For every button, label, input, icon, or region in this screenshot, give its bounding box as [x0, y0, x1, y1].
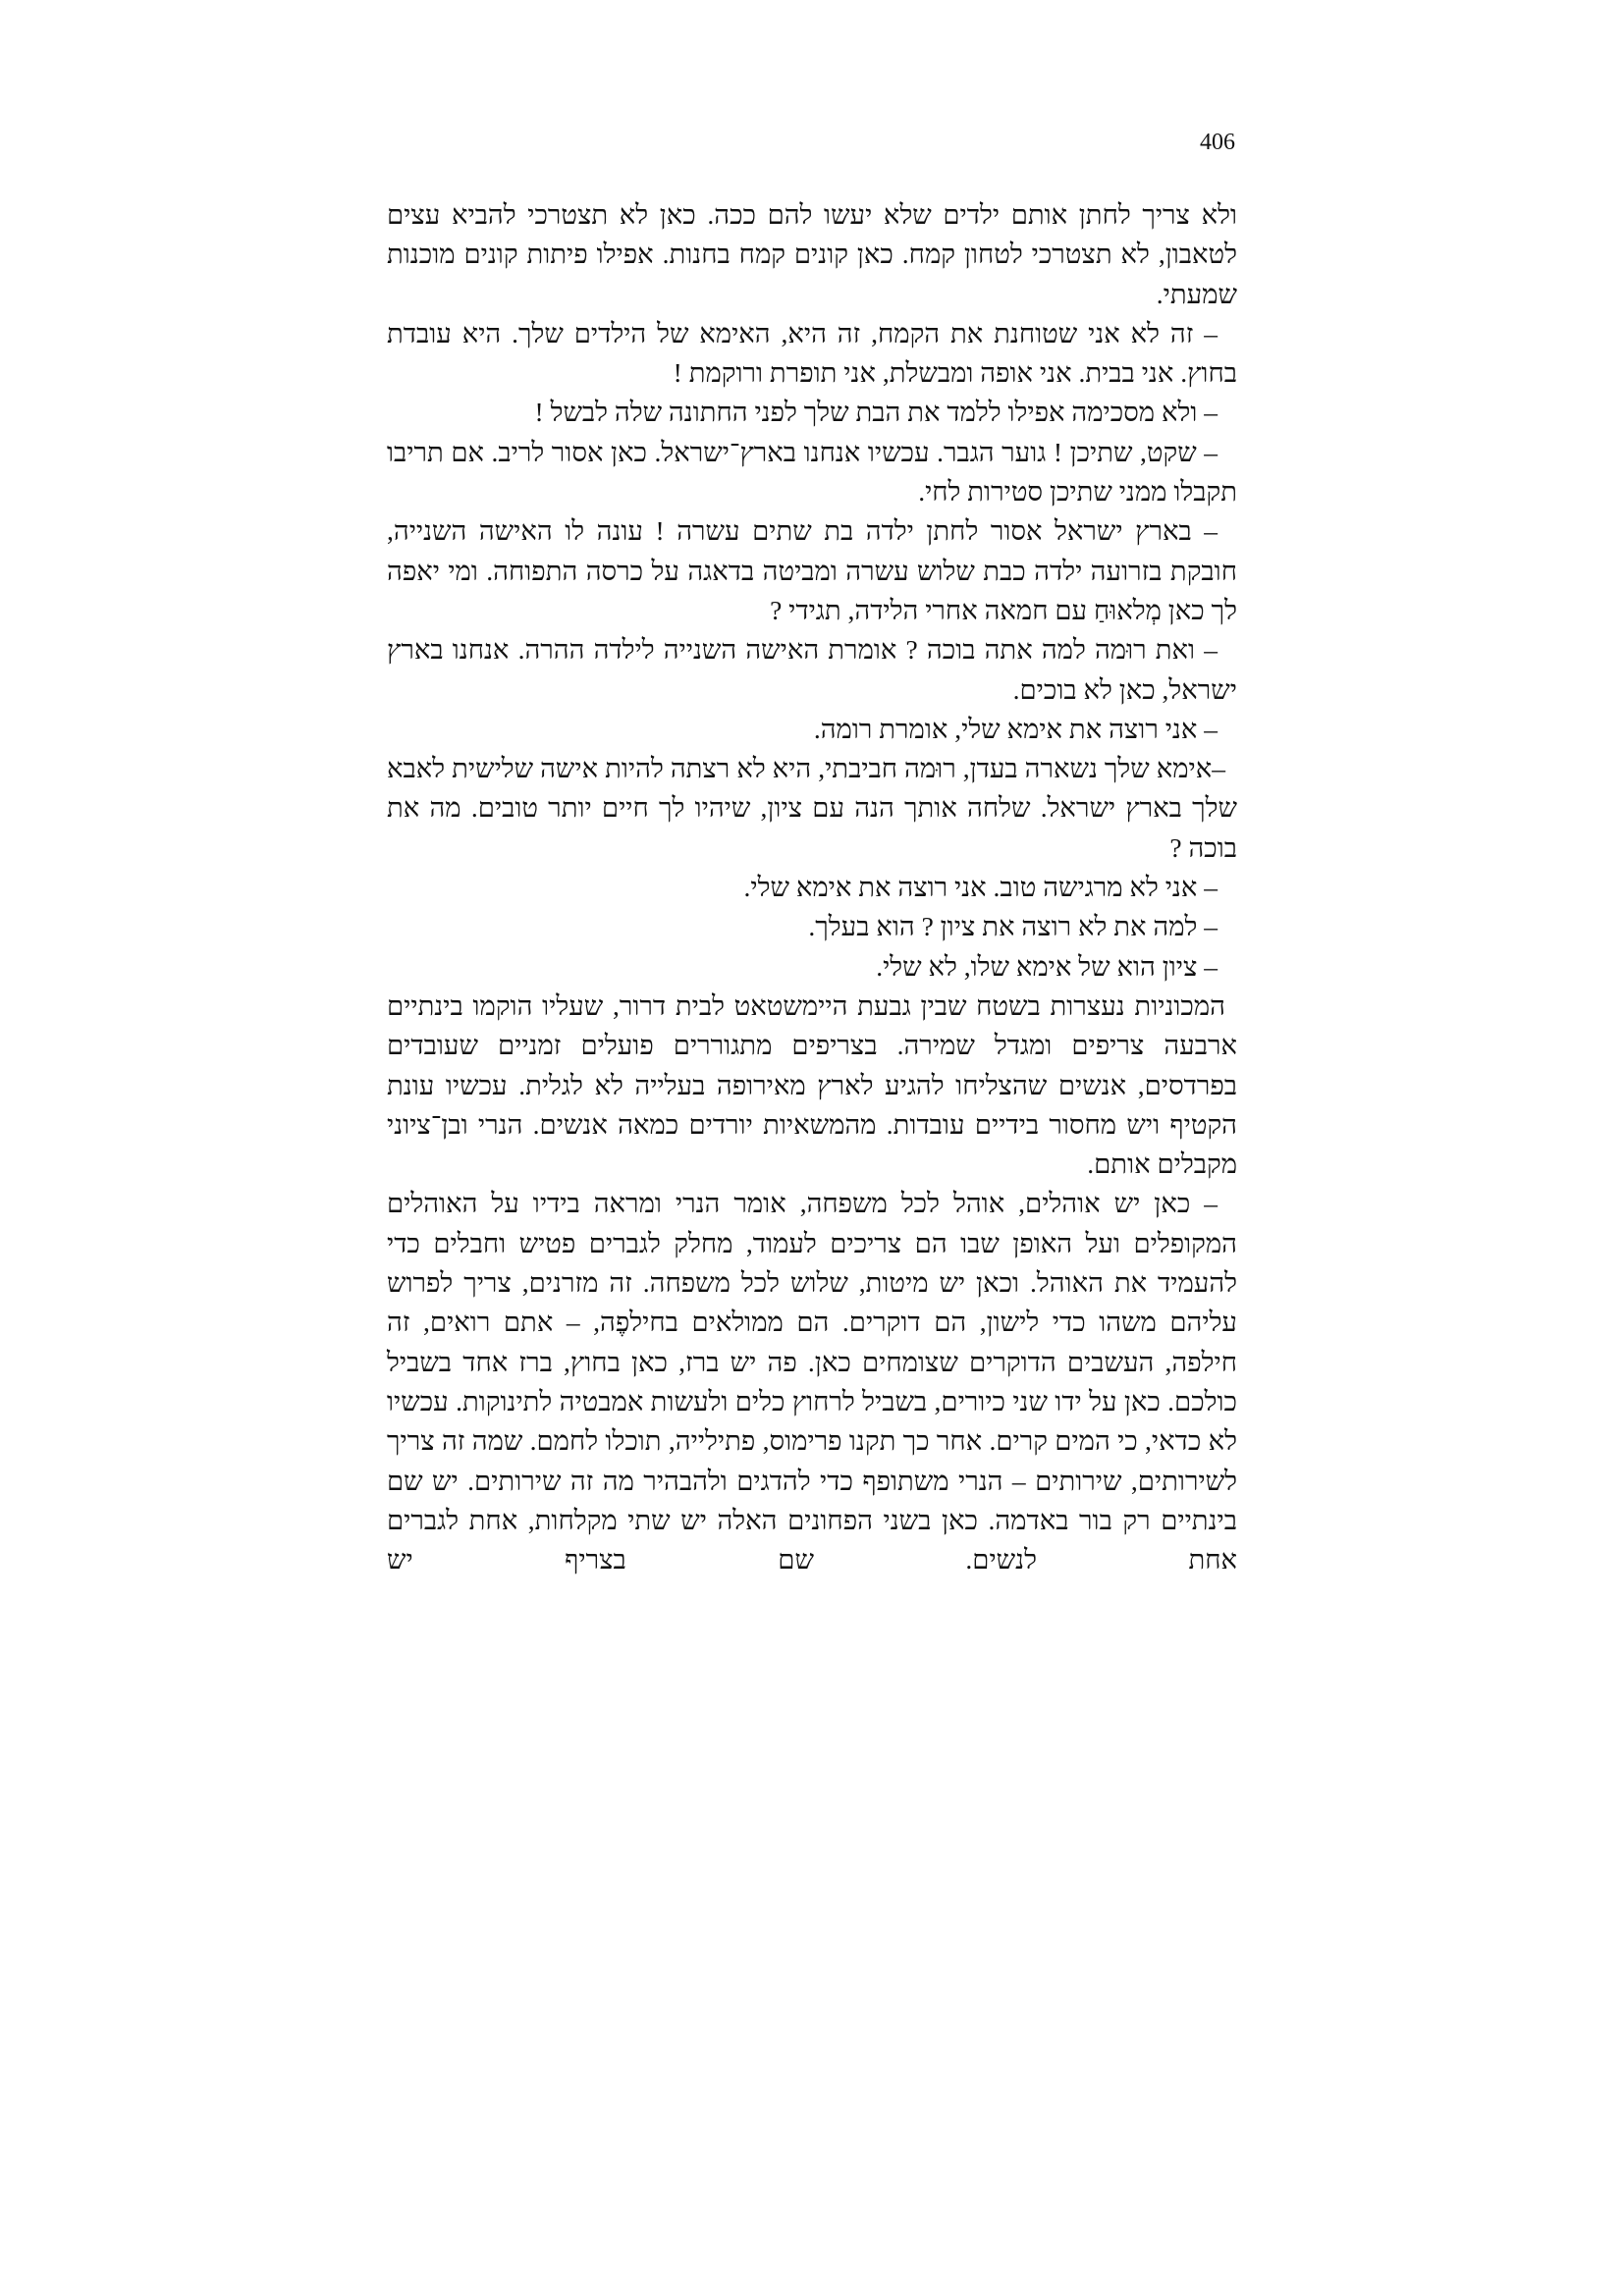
dialogue-paragraph: – אני רוצה את אימא שלי, אומרת רומה.	[813, 713, 1218, 744]
dialogue-paragraph: – ולא מסכימה אפילו ללמד את הבת שלך לפני החתונה שלה לבשל !	[534, 397, 1218, 428]
dialogue-paragraph: – כאן יש אוהלים, אוהל לכל משפחה, אומר הנרי ומראה בידיו על האוהלים המקופלים ועל האופן שבו הם צריכים לעמוד, מחלק לגברים פטיש וחבלים כדי להעמיד את האוהל. וכאן יש מיטות, שלוש לכל משפחה. זה מזרנים, צריך לפרוש עליהם משהו כדי לישון, הם דוקרים. הם ממולאים בחילפֶה, – אתם רואים, זה חילפה, העשבים הדוקרים שצומחים כאן. פה יש ברז, כאן בחוץ, ברז אחד בשביל כולכם. כאן על ידו שני כיורים, בשביל לרחוץ כלים ולעשות אמבטיה לתינוקות. עכשיו לא כדאי, כי המים קרים. אחר כך תקנו פרימוס, פתילייה, תוכלו לחמם. שמה זה צריך לשירותים, שירותים – הנרי משתופף כדי להדגים ולהבהיר מה זה שירותים. יש שם בינתיים רק בור באדמה. כאן בשני הפחונים האלה יש שתי מקלחות, אחת לגברים אחת לנשים. שם בצריף יש	[387, 1188, 1237, 1575]
page-number: 406	[1200, 130, 1235, 155]
dialogue-paragraph: – ואת רוּמה למה אתה בוכה ? אומרת האישה השנייה לילדה ההרה. אנחנו בארץ ישראל, כאן לא בוכים.	[387, 634, 1237, 705]
dialogue-paragraph: – אני לא מרגישה טוב. אני רוצה את אימא שלי.	[743, 872, 1218, 903]
dialogue-paragraph: – זה לא אני שטוחנת את הקמח, זה היא, האימא של הילדים שלך. היא עובדת בחוץ. אני בבית. אני אופה ומבשלת, אני תופרת ורוקמת !	[387, 317, 1237, 389]
paragraph: ולא צריך לחתן אותם ילדים שלא יעשו להם ככה. כאן לא תצטרכי להביא עצים לטאבון, לא תצטרכי לטחון קמח. כאן קונים קמח בחנות. אפילו פיתות קונים מוכנות שמעתי.	[387, 199, 1237, 309]
body-text	[387, 195, 1237, 1579]
dialogue-paragraph: – למה את לא רוצה את ציון ? הוא בעלך.	[808, 911, 1218, 942]
dialogue-paragraph: –אימא שלך נשארה בעדן, רוּמה חביבתי, היא לא רצתה להיות אישה שלישית לאבא שלך בארץ ישראל. שלחה אותך הנה עם ציון, שיהיו לך חיים יותר טובים. מה את בוכה ?	[387, 753, 1237, 863]
dialogue-paragraph: – בארץ ישראל אסור לחתן ילדה בת שתים עשרה ! עונה לו האישה השנייה, חובקת בזרועה ילדה כבת שלוש עשרה ומביטה בדאגה על כרסה התפוחה. ומי יאפה לך כאן מְלאוּחַ עם חמאה אחרי הלידה, תגידי ?	[387, 515, 1237, 625]
dialogue-paragraph: – ציון הוא של אימא שלו, לא שלי.	[876, 950, 1218, 982]
dialogue-paragraph: – שקט, שתיכן ! גוער הגבר. עכשיו אנחנו בארץ־ישראל. כאן אסור לריב. אם תריבו תקבלו ממני שתיכן סטירות לחי.	[387, 436, 1237, 507]
paragraph: המכוניות נעצרות בשטח שבין גבעת היימשטאט לבית דרור, שעליו הוקמו בינתיים ארבעה צריפים ומגדל שמירה. בצריפים מתגוררים פועלים זמניים שעובדים בפרדסים, אנשים שהצליחו להגיע לארץ מאירופה בעלייה לא לגלית. עכשיו עונת הקטיף ויש מחסור בידיים עובדות. מהמשאיות יורדים כמאה אנשים. הנרי ובן־ציוני מקבלים אותם.	[387, 989, 1237, 1180]
